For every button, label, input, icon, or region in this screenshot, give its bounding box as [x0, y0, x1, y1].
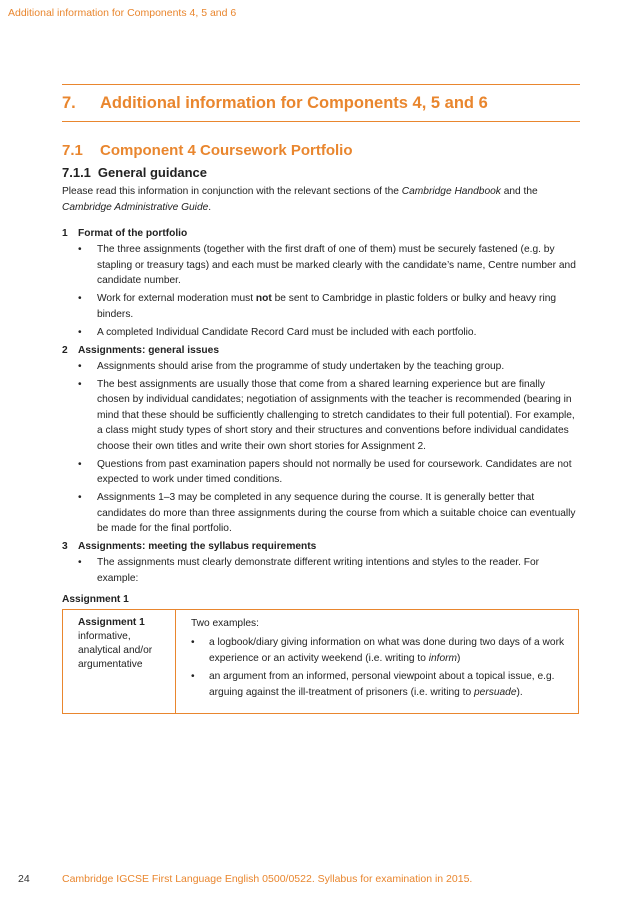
list-item [78, 291, 580, 322]
list-item [78, 457, 580, 488]
section-number: 7.1 [62, 142, 83, 159]
bullet-icon: • [78, 244, 82, 255]
example-text: a logbook/diary giving information on what was done during two days of a work experience or an activity weekend (i.e. writing to [209, 637, 565, 664]
assignment-examples-cell [176, 610, 578, 713]
bullet-list [62, 359, 580, 537]
bottom-rule [62, 121, 580, 122]
list-item-text: The assignments must clearly demonstrate different writing intentions and styles to the reader. For example: [97, 557, 540, 584]
list-item-text: The three assignments (together with the first draft of one of them) must be securely fastened (e.g. by stapling or treasury tags) and each must be marked clearly with the candidate’s name, Centre number and candidate number. [97, 244, 576, 286]
subsection-number: 7.1.1 [62, 165, 91, 180]
page-number: 24 [18, 873, 30, 885]
item-number: 2 [62, 344, 68, 356]
item-number: 1 [62, 228, 68, 239]
example-emphasis: inform [428, 652, 458, 664]
list-item [191, 669, 578, 700]
main-content [62, 84, 580, 589]
item-heading [62, 343, 580, 359]
examples-intro: Two examples: [191, 618, 259, 629]
table-caption: Assignment 1 [62, 594, 129, 605]
bullet-icon: • [78, 458, 82, 470]
intro-paragraph [62, 184, 580, 216]
list-item [78, 377, 580, 455]
list-item-text: be sent to Cambridge in plastic folders or bulky and heavy ring binders. [97, 293, 557, 320]
item-heading [62, 226, 580, 242]
assignment-title: Assignment 1 [78, 617, 145, 628]
list-item [78, 490, 580, 537]
emphasis-not: not [255, 293, 272, 304]
subsection-title: General guidance [97, 165, 208, 180]
bullet-icon: • [78, 360, 82, 372]
handbook-title: Cambridge Handbook [401, 186, 501, 197]
intro-text-1: Please read this information in conjunction with the relevant sections of the [62, 186, 402, 197]
footer-text: Cambridge IGCSE First Language English 0500/0522. Syllabus for examination in 2015. [62, 873, 473, 885]
bullet-icon: • [78, 326, 82, 338]
examples-list [191, 635, 578, 700]
assignment-description: informative, analytical and/or argumentative [78, 631, 153, 670]
list-item-text: A completed Individual Candidate Record Card must be included with each portfolio. [97, 326, 477, 338]
intro-text-2: and the [500, 186, 538, 197]
bullet-icon: • [78, 557, 82, 568]
chapter-title: Additional information for Components 4, 5 and 6 [100, 94, 488, 112]
bullet-list [62, 242, 580, 340]
example-end: ). [516, 686, 523, 698]
example-end: ) [457, 652, 461, 664]
intro-text-3: . [208, 202, 212, 213]
item-title: Format of the portfolio [78, 228, 188, 239]
running-header: Additional information for Components 4, 5 and 6 [8, 7, 237, 19]
bullet-icon: • [191, 671, 195, 682]
list-item [78, 359, 580, 375]
example-emphasis: persuade [474, 686, 517, 698]
bullet-icon: • [78, 492, 82, 503]
section-heading [62, 142, 580, 159]
item-title: Assignments: general issues [78, 344, 219, 356]
list-item-text: The best assignments are usually those that come from a shared learning experience but are finally chosen by individual candidates; negotiation of assignments with the teacher is recommended (bearing in mind that these should be sufficiently challenging to stretch candidates to their full potential). For example, a class might study types of short story and their structures and conventions before individual candidates choose their own titles and write their own short stories for Assignment 2. [97, 378, 575, 452]
list-item [78, 325, 580, 341]
example-text: an argument from an informed, personal viewpoint about a topical issue, e.g. arguing against the ill-treatment of prisoners (i.e. writing to [209, 671, 555, 698]
section-title: Component 4 Coursework Portfolio [100, 142, 353, 159]
list-item-text: Questions from past examination papers should not normally be used for coursework. Candidates are not expected to work under timed conditions. [97, 458, 572, 485]
list-item [78, 242, 580, 289]
item-heading [62, 539, 580, 555]
assignment-label-cell [63, 610, 176, 713]
assignment-table [62, 609, 579, 714]
subsection-heading [62, 165, 580, 180]
chapter-number: 7. [62, 94, 76, 112]
chapter-heading [62, 85, 580, 121]
page-footer [18, 873, 472, 885]
bullet-icon: • [78, 293, 82, 304]
list-item [78, 555, 580, 586]
bullet-icon: • [78, 378, 82, 390]
admin-guide-title: Cambridge Administrative Guide [62, 202, 209, 213]
list-item-text: Assignments 1–3 may be completed in any sequence during the course. It is generally better that candidates do more than three assignments during the course from which a suitable choice can eventually be made for the final portfolio. [97, 492, 576, 534]
list-item-text: Work for external moderation must [97, 293, 256, 304]
item-number: 3 [62, 541, 68, 552]
list-item [191, 635, 578, 666]
bullet-icon: • [191, 637, 195, 648]
list-item-text: Assignments should arise from the programme of study undertaken by the teaching group. [97, 360, 505, 372]
item-title: Assignments: meeting the syllabus requirements [78, 541, 317, 552]
bullet-list [62, 555, 580, 586]
